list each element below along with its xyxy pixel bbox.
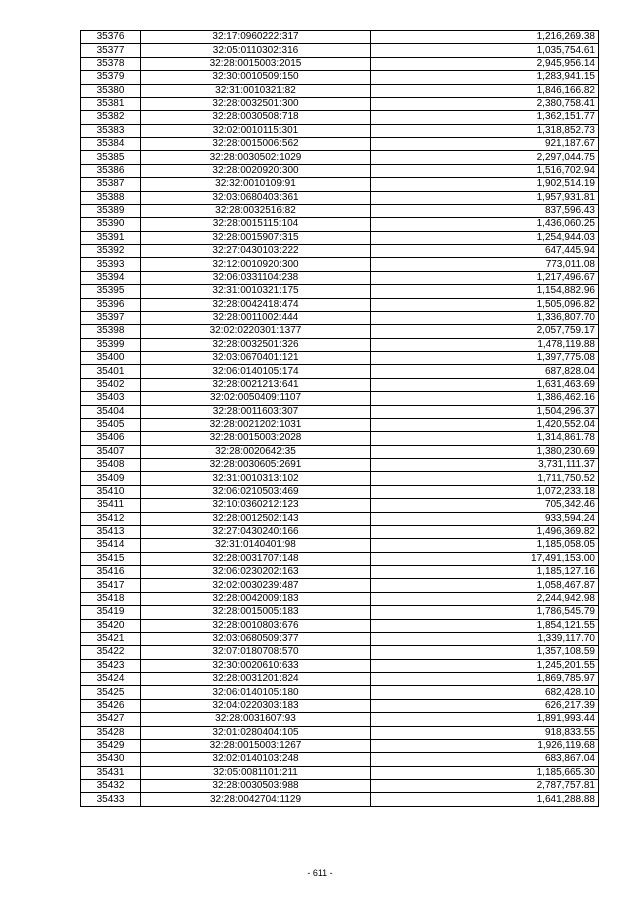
table-row	[81, 298, 599, 311]
record-number-cell: 35391	[81, 231, 141, 244]
amount-cell: 1,891,993.44	[371, 713, 599, 726]
cadastral-number-cell: 32:28:0015003:2028	[141, 432, 371, 445]
table-row	[81, 204, 599, 217]
record-number-cell: 35423	[81, 659, 141, 672]
record-number-cell: 35402	[81, 378, 141, 391]
record-number-cell: 35390	[81, 218, 141, 231]
record-number-cell: 35430	[81, 753, 141, 766]
cadastral-number-cell: 32:28:0042418:474	[141, 298, 371, 311]
table-row	[81, 525, 599, 538]
amount-cell: 1,397,775.08	[371, 352, 599, 365]
amount-cell: 1,058,467.87	[371, 579, 599, 592]
table-row	[81, 285, 599, 298]
cadastral-number-cell: 32:28:0012502:143	[141, 512, 371, 525]
record-number-cell: 35406	[81, 432, 141, 445]
amount-cell: 647,445.94	[371, 245, 599, 258]
cadastral-number-cell: 32:27:0430103:222	[141, 245, 371, 258]
table-row	[81, 713, 599, 726]
amount-cell: 933,594.24	[371, 512, 599, 525]
cadastral-number-cell: 32:03:0670401:121	[141, 352, 371, 365]
amount-cell: 1,631,463.69	[371, 378, 599, 391]
record-number-cell: 35428	[81, 726, 141, 739]
cadastral-number-cell: 32:28:0015907:315	[141, 231, 371, 244]
table-row	[81, 659, 599, 672]
record-number-cell: 35393	[81, 258, 141, 271]
record-number-cell: 35429	[81, 739, 141, 752]
record-number-cell: 35404	[81, 405, 141, 418]
cadastral-number-cell: 32:02:0010115:301	[141, 124, 371, 137]
cadastral-number-cell: 32:28:0030605:2691	[141, 459, 371, 472]
cadastral-number-cell: 32:03:0680509:377	[141, 632, 371, 645]
table-row	[81, 365, 599, 378]
record-number-cell: 35431	[81, 766, 141, 779]
cadastral-number-cell: 32:28:0015003:2015	[141, 57, 371, 70]
amount-cell: 1,357,108.59	[371, 646, 599, 659]
cadastral-number-cell: 32:07:0180708:570	[141, 646, 371, 659]
table-row	[81, 780, 599, 793]
table-row	[81, 646, 599, 659]
record-number-cell: 35396	[81, 298, 141, 311]
table-row	[81, 258, 599, 271]
record-number-cell: 35425	[81, 686, 141, 699]
amount-cell: 1,478,119.88	[371, 338, 599, 351]
amount-cell: 682,428.10	[371, 686, 599, 699]
table-row	[81, 338, 599, 351]
record-number-cell: 35394	[81, 271, 141, 284]
table-row	[81, 352, 599, 365]
cadastral-number-cell: 32:10:0360212:123	[141, 499, 371, 512]
amount-cell: 1,336,807.70	[371, 311, 599, 324]
amount-cell: 683,867.04	[371, 753, 599, 766]
cadastral-number-cell: 32:27:0430240:166	[141, 525, 371, 538]
table-row	[81, 766, 599, 779]
cadastral-number-cell: 32:31:0010321:82	[141, 84, 371, 97]
cadastral-number-cell: 32:28:0015005:183	[141, 606, 371, 619]
amount-cell: 2,244,942.98	[371, 592, 599, 605]
amount-cell: 1,846,166.82	[371, 84, 599, 97]
table-row	[81, 418, 599, 431]
amount-cell: 1,217,496.67	[371, 271, 599, 284]
record-number-cell: 35417	[81, 579, 141, 592]
table-row	[81, 164, 599, 177]
cadastral-number-cell: 32:28:0042009:183	[141, 592, 371, 605]
amount-cell: 1,283,941.15	[371, 71, 599, 84]
cadastral-number-cell: 32:28:0031607:93	[141, 713, 371, 726]
record-number-cell: 35432	[81, 780, 141, 793]
amount-cell: 1,380,230.69	[371, 445, 599, 458]
table-row	[81, 566, 599, 579]
record-number-cell: 35400	[81, 352, 141, 365]
cadastral-number-cell: 32:28:0010803:676	[141, 619, 371, 632]
amount-cell: 2,297,044.75	[371, 151, 599, 164]
table-row	[81, 699, 599, 712]
table-row	[81, 311, 599, 324]
table-row	[81, 673, 599, 686]
cadastral-number-cell: 32:28:0030503:988	[141, 780, 371, 793]
table-row	[81, 325, 599, 338]
table-row	[81, 539, 599, 552]
record-number-cell: 35379	[81, 71, 141, 84]
amount-cell: 1,318,852.73	[371, 124, 599, 137]
cadastral-number-cell: 32:30:0010509:150	[141, 71, 371, 84]
cadastral-number-cell: 32:31:0140401:98	[141, 539, 371, 552]
cadastral-number-cell: 32:28:0030508:718	[141, 111, 371, 124]
record-number-cell: 35392	[81, 245, 141, 258]
table-row	[81, 231, 599, 244]
amount-cell: 1,957,931.81	[371, 191, 599, 204]
table-row	[81, 619, 599, 632]
amount-cell: 2,057,759.17	[371, 325, 599, 338]
record-number-cell: 35419	[81, 606, 141, 619]
record-number-cell: 35395	[81, 285, 141, 298]
amount-cell: 1,245,201.55	[371, 659, 599, 672]
record-number-cell: 35420	[81, 619, 141, 632]
record-number-cell: 35384	[81, 138, 141, 151]
cadastral-number-cell: 32:02:0030239:487	[141, 579, 371, 592]
amount-cell: 687,828.04	[371, 365, 599, 378]
table-row	[81, 445, 599, 458]
page-number: - 611 -	[307, 868, 333, 878]
table-row	[81, 686, 599, 699]
cadastral-number-cell: 32:06:0140105:180	[141, 686, 371, 699]
record-number-cell: 35424	[81, 673, 141, 686]
amount-cell: 918,833.55	[371, 726, 599, 739]
record-number-cell: 35427	[81, 713, 141, 726]
table-row	[81, 592, 599, 605]
cadastral-number-cell: 32:02:0220301:1377	[141, 325, 371, 338]
cadastral-number-cell: 32:31:0010321:175	[141, 285, 371, 298]
cadastral-number-cell: 32:32:0010109:91	[141, 178, 371, 191]
table-row	[81, 499, 599, 512]
amount-cell: 921,187.67	[371, 138, 599, 151]
table-row	[81, 392, 599, 405]
amount-cell: 1,035,754.61	[371, 44, 599, 57]
record-number-cell: 35415	[81, 552, 141, 565]
amount-cell: 1,786,545.79	[371, 606, 599, 619]
amount-cell: 2,380,758.41	[371, 97, 599, 110]
table-row	[81, 151, 599, 164]
amount-cell: 17,491,153.00	[371, 552, 599, 565]
amount-cell: 3,731,111.37	[371, 459, 599, 472]
amount-cell: 705,342.46	[371, 499, 599, 512]
table-row	[81, 124, 599, 137]
cadastral-number-cell: 32:30:0020610:633	[141, 659, 371, 672]
record-number-cell: 35426	[81, 699, 141, 712]
cadastral-number-cell: 32:28:0020920:300	[141, 164, 371, 177]
cadastral-number-cell: 32:28:0032501:300	[141, 97, 371, 110]
table-row	[81, 606, 599, 619]
record-number-cell: 35398	[81, 325, 141, 338]
table-row	[81, 44, 599, 57]
record-number-cell: 35418	[81, 592, 141, 605]
table-row	[81, 726, 599, 739]
amount-cell: 1,504,296.37	[371, 405, 599, 418]
table-row	[81, 579, 599, 592]
cadastral-number-cell: 32:06:0331104:238	[141, 271, 371, 284]
amount-cell: 1,185,058.05	[371, 539, 599, 552]
table-row	[81, 378, 599, 391]
cadastral-number-cell: 32:02:0140103:248	[141, 753, 371, 766]
cadastral-number-cell: 32:06:0230202:163	[141, 566, 371, 579]
amount-cell: 1,216,269.38	[371, 31, 599, 44]
amount-cell: 1,420,552.04	[371, 418, 599, 431]
cadastral-number-cell: 32:12:0010920:300	[141, 258, 371, 271]
amount-cell: 1,902,514.19	[371, 178, 599, 191]
record-number-cell: 35403	[81, 392, 141, 405]
cadastral-number-cell: 32:28:0011002:444	[141, 311, 371, 324]
cadastral-number-cell: 32:03:0680403:361	[141, 191, 371, 204]
amount-cell: 1,185,127.16	[371, 566, 599, 579]
cadastral-number-cell: 32:28:0011603:307	[141, 405, 371, 418]
table-row	[81, 271, 599, 284]
record-number-cell: 35376	[81, 31, 141, 44]
record-number-cell: 35399	[81, 338, 141, 351]
table-row	[81, 191, 599, 204]
table-row	[81, 84, 599, 97]
record-number-cell: 35388	[81, 191, 141, 204]
record-number-cell: 35413	[81, 525, 141, 538]
amount-cell: 1,254,944.03	[371, 231, 599, 244]
record-number-cell: 35405	[81, 418, 141, 431]
table-row	[81, 138, 599, 151]
record-number-cell: 35387	[81, 178, 141, 191]
amount-cell: 1,154,882.96	[371, 285, 599, 298]
record-number-cell: 35411	[81, 499, 141, 512]
amount-cell: 773,011.08	[371, 258, 599, 271]
cadastral-number-cell: 32:02:0050409:1107	[141, 392, 371, 405]
record-number-cell: 35385	[81, 151, 141, 164]
table-row	[81, 472, 599, 485]
table-row	[81, 178, 599, 191]
record-number-cell: 35422	[81, 646, 141, 659]
record-number-cell: 35380	[81, 84, 141, 97]
table-row	[81, 57, 599, 70]
amount-cell: 2,787,757.81	[371, 780, 599, 793]
table-row	[81, 512, 599, 525]
cadastral-number-cell: 32:28:0030502:1029	[141, 151, 371, 164]
cadastral-number-cell: 32:01:0280404:105	[141, 726, 371, 739]
record-number-cell: 35410	[81, 485, 141, 498]
amount-cell: 1,496,369.82	[371, 525, 599, 538]
table-row	[81, 111, 599, 124]
amount-cell: 1,386,462.16	[371, 392, 599, 405]
record-number-cell: 35378	[81, 57, 141, 70]
cadastral-number-cell: 32:28:0015006:562	[141, 138, 371, 151]
record-number-cell: 35421	[81, 632, 141, 645]
amount-cell: 1,505,096.82	[371, 298, 599, 311]
cadastral-number-cell: 32:28:0032516:82	[141, 204, 371, 217]
record-number-cell: 35416	[81, 566, 141, 579]
table-row	[81, 753, 599, 766]
record-number-cell: 35386	[81, 164, 141, 177]
cadastral-number-cell: 32:28:0021202:1031	[141, 418, 371, 431]
amount-cell: 626,217.39	[371, 699, 599, 712]
records-table	[80, 30, 599, 807]
cadastral-number-cell: 32:28:0015115:104	[141, 218, 371, 231]
record-number-cell: 35389	[81, 204, 141, 217]
record-number-cell: 35381	[81, 97, 141, 110]
cadastral-number-cell: 32:28:0031201:824	[141, 673, 371, 686]
record-number-cell: 35401	[81, 365, 141, 378]
amount-cell: 1,854,121.55	[371, 619, 599, 632]
cadastral-number-cell: 32:28:0015003:1267	[141, 739, 371, 752]
table-row	[81, 97, 599, 110]
table-row	[81, 632, 599, 645]
amount-cell: 1,072,233.18	[371, 485, 599, 498]
amount-cell: 1,711,750.52	[371, 472, 599, 485]
table-row	[81, 71, 599, 84]
amount-cell: 1,516,702.94	[371, 164, 599, 177]
record-number-cell: 35407	[81, 445, 141, 458]
amount-cell: 1,926,119.68	[371, 739, 599, 752]
cadastral-number-cell: 32:28:0032501:326	[141, 338, 371, 351]
table-row	[81, 485, 599, 498]
amount-cell: 1,362,151.77	[371, 111, 599, 124]
table-row	[81, 31, 599, 44]
table-row	[81, 218, 599, 231]
cadastral-number-cell: 32:28:0020642:35	[141, 445, 371, 458]
table-row	[81, 552, 599, 565]
record-number-cell: 35383	[81, 124, 141, 137]
record-number-cell: 35412	[81, 512, 141, 525]
records-table-body	[81, 31, 599, 807]
record-number-cell: 35377	[81, 44, 141, 57]
cadastral-number-cell: 32:17:0960222:317	[141, 31, 371, 44]
cadastral-number-cell: 32:31:0010313:102	[141, 472, 371, 485]
table-row	[81, 739, 599, 752]
table-row	[81, 405, 599, 418]
amount-cell: 2,945,956.14	[371, 57, 599, 70]
amount-cell: 1,314,861.78	[371, 432, 599, 445]
record-number-cell: 35408	[81, 459, 141, 472]
amount-cell: 1,185,665.30	[371, 766, 599, 779]
record-number-cell: 35409	[81, 472, 141, 485]
table-row	[81, 793, 599, 806]
amount-cell: 1,869,785.97	[371, 673, 599, 686]
cadastral-number-cell: 32:28:0042704:1129	[141, 793, 371, 806]
cadastral-number-cell: 32:06:0140105:174	[141, 365, 371, 378]
amount-cell: 1,436,060.25	[371, 218, 599, 231]
amount-cell: 1,339,117.70	[371, 632, 599, 645]
cadastral-number-cell: 32:06:0210503:469	[141, 485, 371, 498]
cadastral-number-cell: 32:28:0031707:148	[141, 552, 371, 565]
record-number-cell: 35397	[81, 311, 141, 324]
amount-cell: 837,596.43	[371, 204, 599, 217]
table-row	[81, 432, 599, 445]
cadastral-number-cell: 32:28:0021213:641	[141, 378, 371, 391]
record-number-cell: 35433	[81, 793, 141, 806]
record-number-cell: 35382	[81, 111, 141, 124]
cadastral-number-cell: 32:04:0220303:183	[141, 699, 371, 712]
table-row	[81, 245, 599, 258]
record-number-cell: 35414	[81, 539, 141, 552]
cadastral-number-cell: 32:05:0081101:211	[141, 766, 371, 779]
cadastral-number-cell: 32:05:0110302:316	[141, 44, 371, 57]
amount-cell: 1,641,288.88	[371, 793, 599, 806]
table-row	[81, 459, 599, 472]
